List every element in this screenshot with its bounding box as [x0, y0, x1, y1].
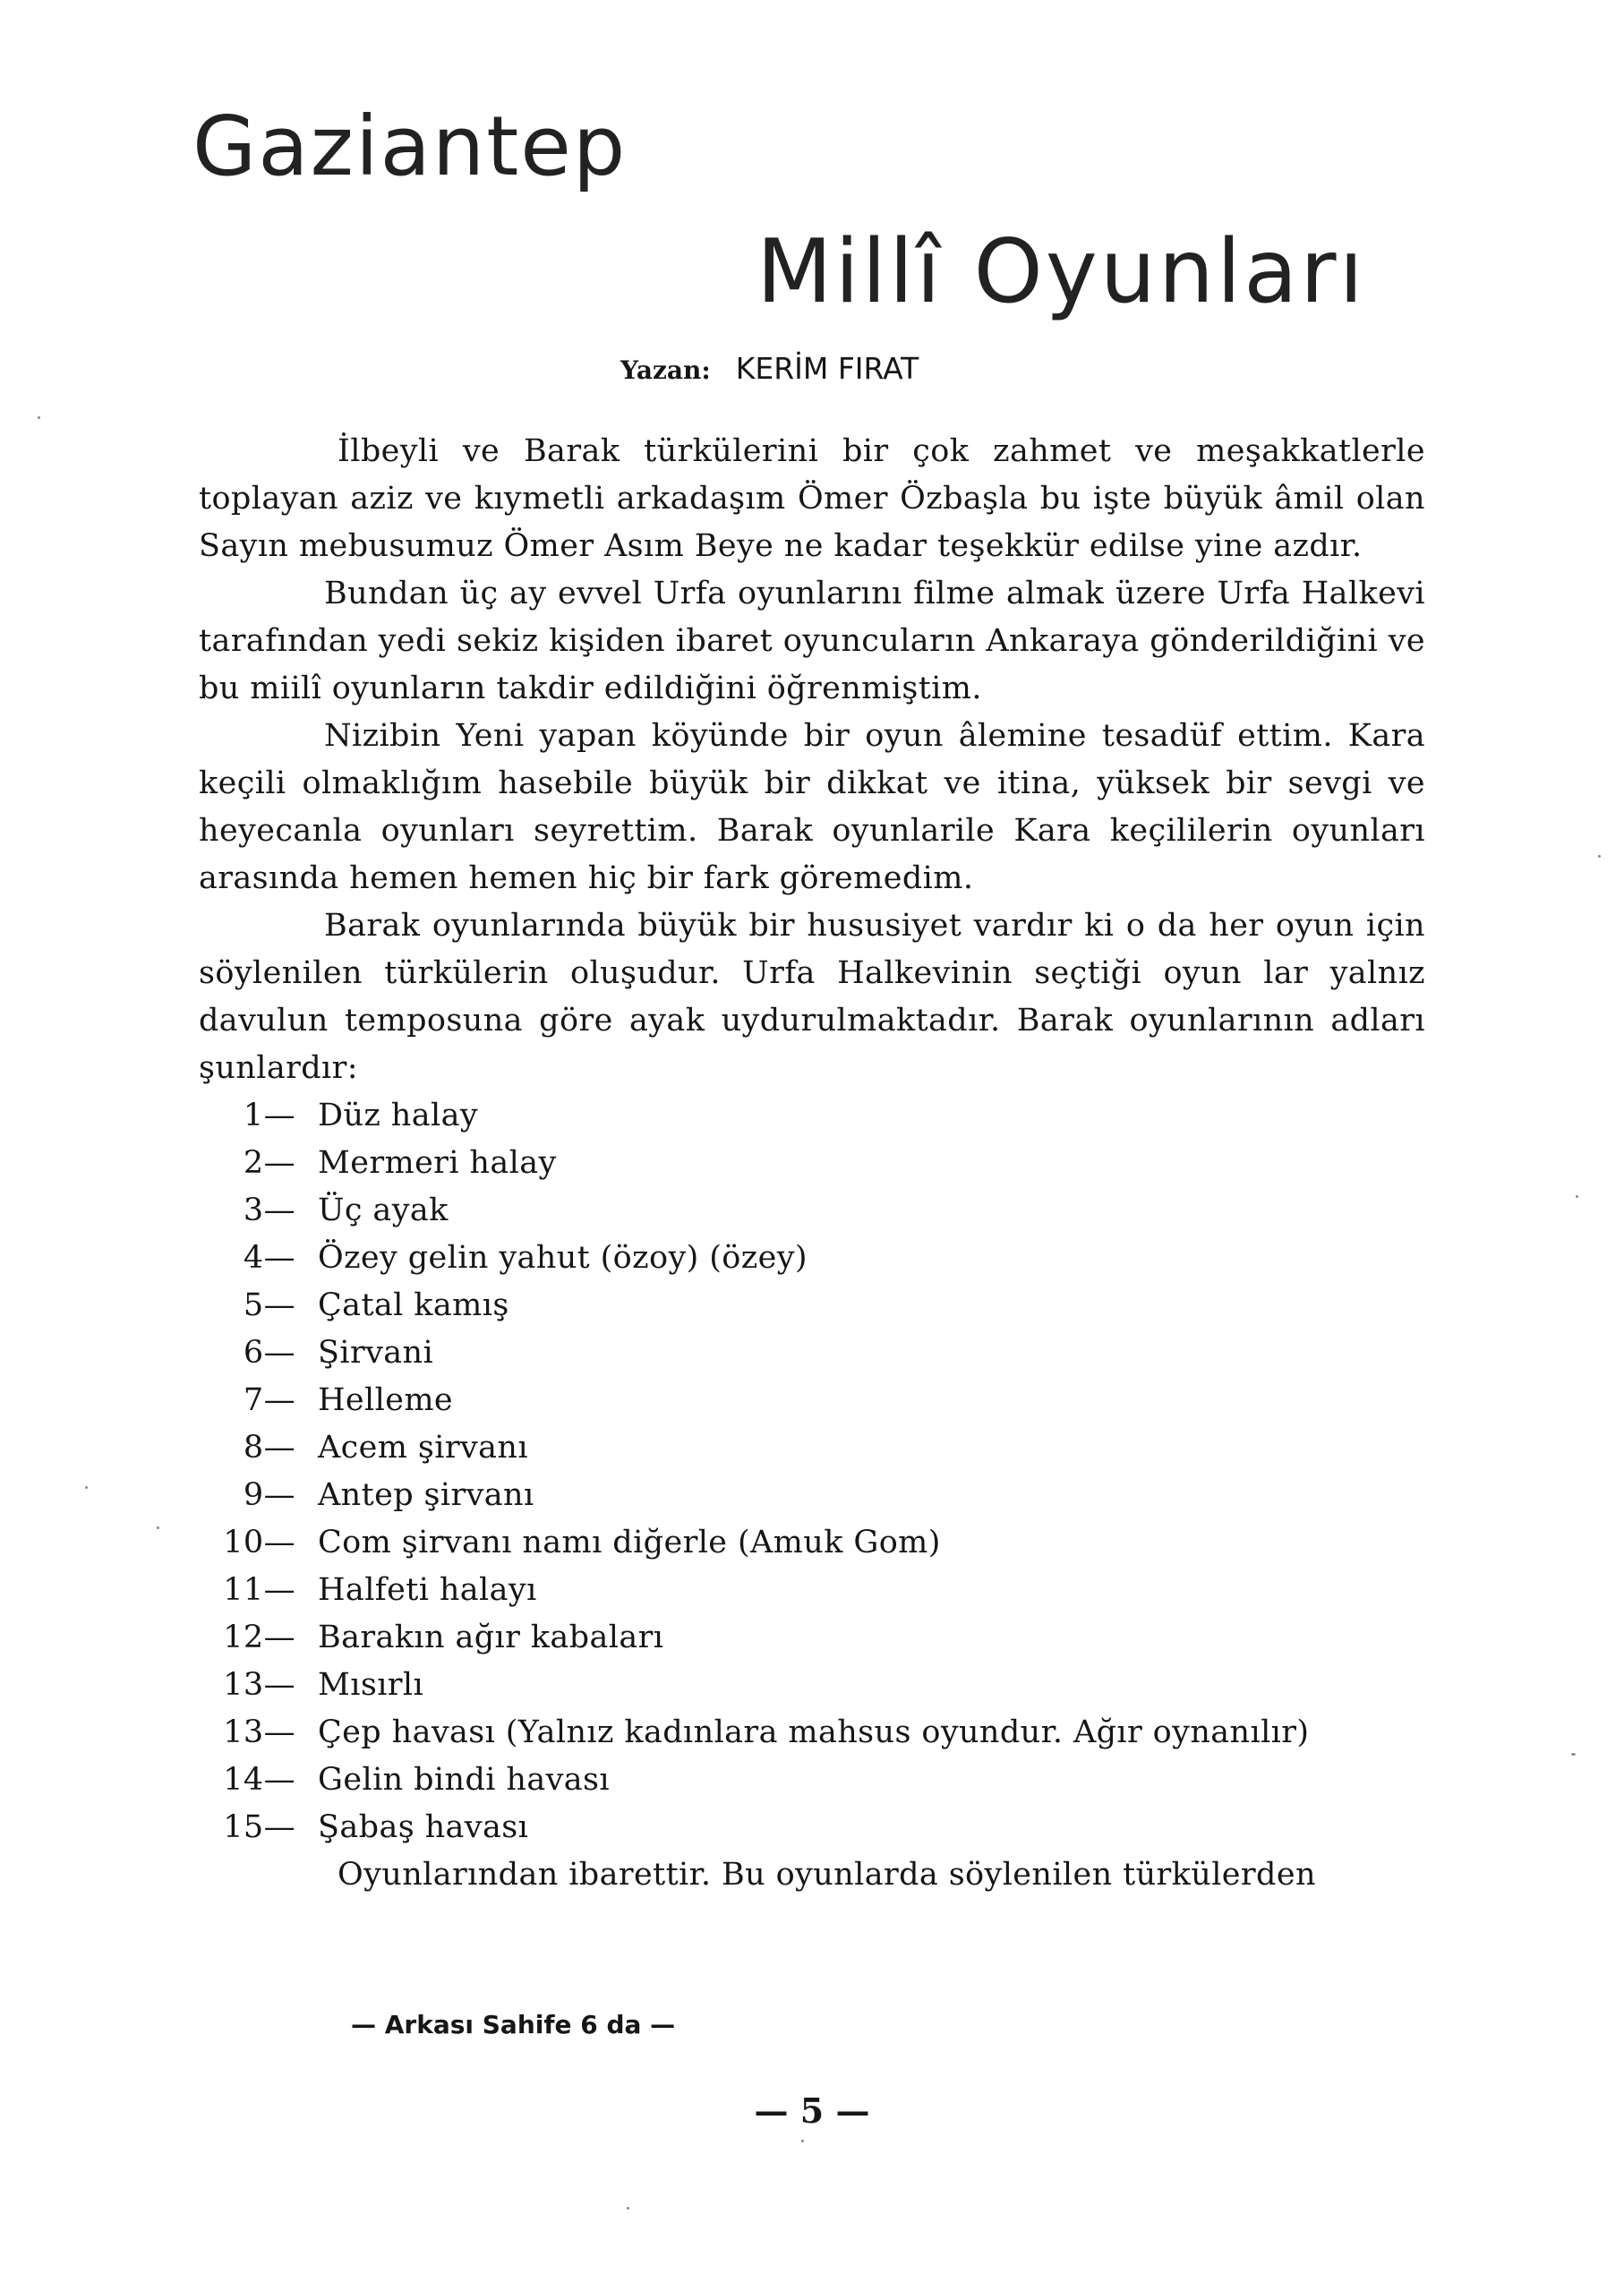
- list-item: [199, 1282, 1425, 1329]
- scan-speck: [85, 1486, 88, 1489]
- dance-list: [199, 1092, 1425, 1851]
- list-item-name: Düz halay: [318, 1098, 479, 1133]
- list-item: [199, 1377, 1425, 1424]
- list-item: [199, 1662, 1425, 1709]
- list-item: [199, 1519, 1425, 1567]
- list-item-number: 10—: [223, 1525, 295, 1560]
- title-line-2: Millî Oyunları: [756, 221, 1366, 323]
- list-item-number: 12—: [223, 1620, 295, 1655]
- list-item-name: Özey gelin yahut (özoy) (özey): [318, 1240, 808, 1276]
- list-item: [199, 1614, 1425, 1662]
- list-item-name: Mısırlı: [318, 1667, 424, 1703]
- list-item-number: 3—: [243, 1193, 295, 1228]
- list-item: [199, 1757, 1425, 1804]
- author-name: KERİM FIRAT: [735, 351, 919, 386]
- list-item-number: 2—: [243, 1145, 295, 1181]
- scan-speck: [1576, 1195, 1578, 1198]
- paragraph: Bundan üç ay evvel Urfa oyunlarını filme almak üzere Urfa Halkevi tarafından yedi sekiz kişiden ibaret oyuncuların Ankaraya gönderildiğini ve bu miilî oyunların takdir edildiğini öğrenmiştim.: [199, 576, 1425, 706]
- continuation-note: — Arkası Sahife 6 da —: [351, 2010, 676, 2039]
- list-item: [199, 1140, 1425, 1187]
- list-item-name: Com şirvanı namı diğerle (Amuk Gom): [318, 1525, 941, 1560]
- title-line-1: Gaziantep: [192, 98, 628, 194]
- paragraph: Nizibin Yeni yapan köyünde bir oyun âlemine tesadüf ettim. Kara keçili olmaklığım hasebile büyük bir dikkat ve itina, yüksek bir sevgi ve heyecanla oyunları seyrettim. Barak oyunlarile Kara keçililerin oyunları arasında hemen hemen hiç bir fark göremedim.: [199, 718, 1425, 896]
- list-item-name: Şirvani: [318, 1335, 434, 1371]
- list-item-number: 5—: [243, 1287, 295, 1323]
- list-item: [199, 1092, 1425, 1140]
- closing-line: Oyunlarından ibarettir. Bu oyunlarda söylenilen türkülerden: [338, 1857, 1316, 1893]
- scan-speck: [1598, 855, 1601, 858]
- list-item-number: 6—: [243, 1335, 295, 1371]
- scan-speck: [38, 416, 40, 419]
- scan-speck: [1571, 1753, 1576, 1756]
- list-item-name: Halfeti halayı: [318, 1572, 537, 1608]
- list-item-name: Barakın ağır kabaları: [318, 1620, 664, 1655]
- list-item-name: Mermeri halay: [318, 1145, 557, 1181]
- paragraph: İlbeyli ve Barak türkülerini bir çok zahmet ve meşakkatlerle toplayan aziz ve kıymetli arkadaşım Ömer Özbaşla bu işte büyük âmil olan Sayın mebusumuz Ömer Asım Beye ne kadar teşekkür edilse yine azdır.: [199, 433, 1425, 564]
- author-label: Yazan:: [620, 355, 711, 385]
- list-item-number: 13—: [223, 1667, 295, 1703]
- list-item: [199, 1472, 1425, 1519]
- list-item-number: 9—: [243, 1477, 295, 1513]
- scan-speck: [801, 2140, 804, 2142]
- list-item-number: 1—: [243, 1098, 295, 1133]
- list-item-number: 8—: [243, 1430, 295, 1466]
- list-item: [199, 1567, 1425, 1614]
- article-body: [199, 428, 1425, 1899]
- list-item-name: Üç ayak: [318, 1193, 449, 1228]
- list-item: [199, 1424, 1425, 1472]
- list-item-name: Antep şirvanı: [318, 1477, 534, 1513]
- byline: [620, 351, 919, 386]
- list-item-number: 7—: [243, 1382, 295, 1418]
- list-item: [199, 1187, 1425, 1235]
- list-item-number: 11—: [223, 1572, 295, 1608]
- list-item-number: 15—: [223, 1809, 295, 1845]
- list-item-name: Çep havası (Yalnız kadınlara mahsus oyundur. Ağır oynanılır): [318, 1714, 1310, 1750]
- list-item-name: Acem şirvanı: [318, 1430, 528, 1466]
- list-item-name: Gelin bindi havası: [318, 1762, 610, 1798]
- list-item-name: Şabaş havası: [318, 1809, 529, 1845]
- list-item: [199, 1709, 1425, 1757]
- list-item-number: 4—: [243, 1240, 295, 1276]
- list-item: [199, 1235, 1425, 1282]
- scan-speck: [627, 2207, 629, 2210]
- scan-speck: [157, 1526, 159, 1529]
- list-item-number: 14—: [223, 1762, 295, 1798]
- list-item-number: 13—: [223, 1714, 295, 1750]
- page-number: — 5 —: [754, 2090, 870, 2131]
- list-item: [199, 1804, 1425, 1851]
- paragraph: Barak oyunlarında büyük bir hususiyet vardır ki o da her oyun için söylenilen türkülerin oluşudur. Urfa Halkevinin seçtiği oyun lar yalnız davulun temposuna göre ayak uydurulmaktadır. Barak oyunlarının adları şunlardır:: [199, 908, 1425, 1086]
- list-item-name: Helleme: [318, 1382, 454, 1418]
- list-item: [199, 1329, 1425, 1377]
- list-item-name: Çatal kamış: [318, 1287, 509, 1323]
